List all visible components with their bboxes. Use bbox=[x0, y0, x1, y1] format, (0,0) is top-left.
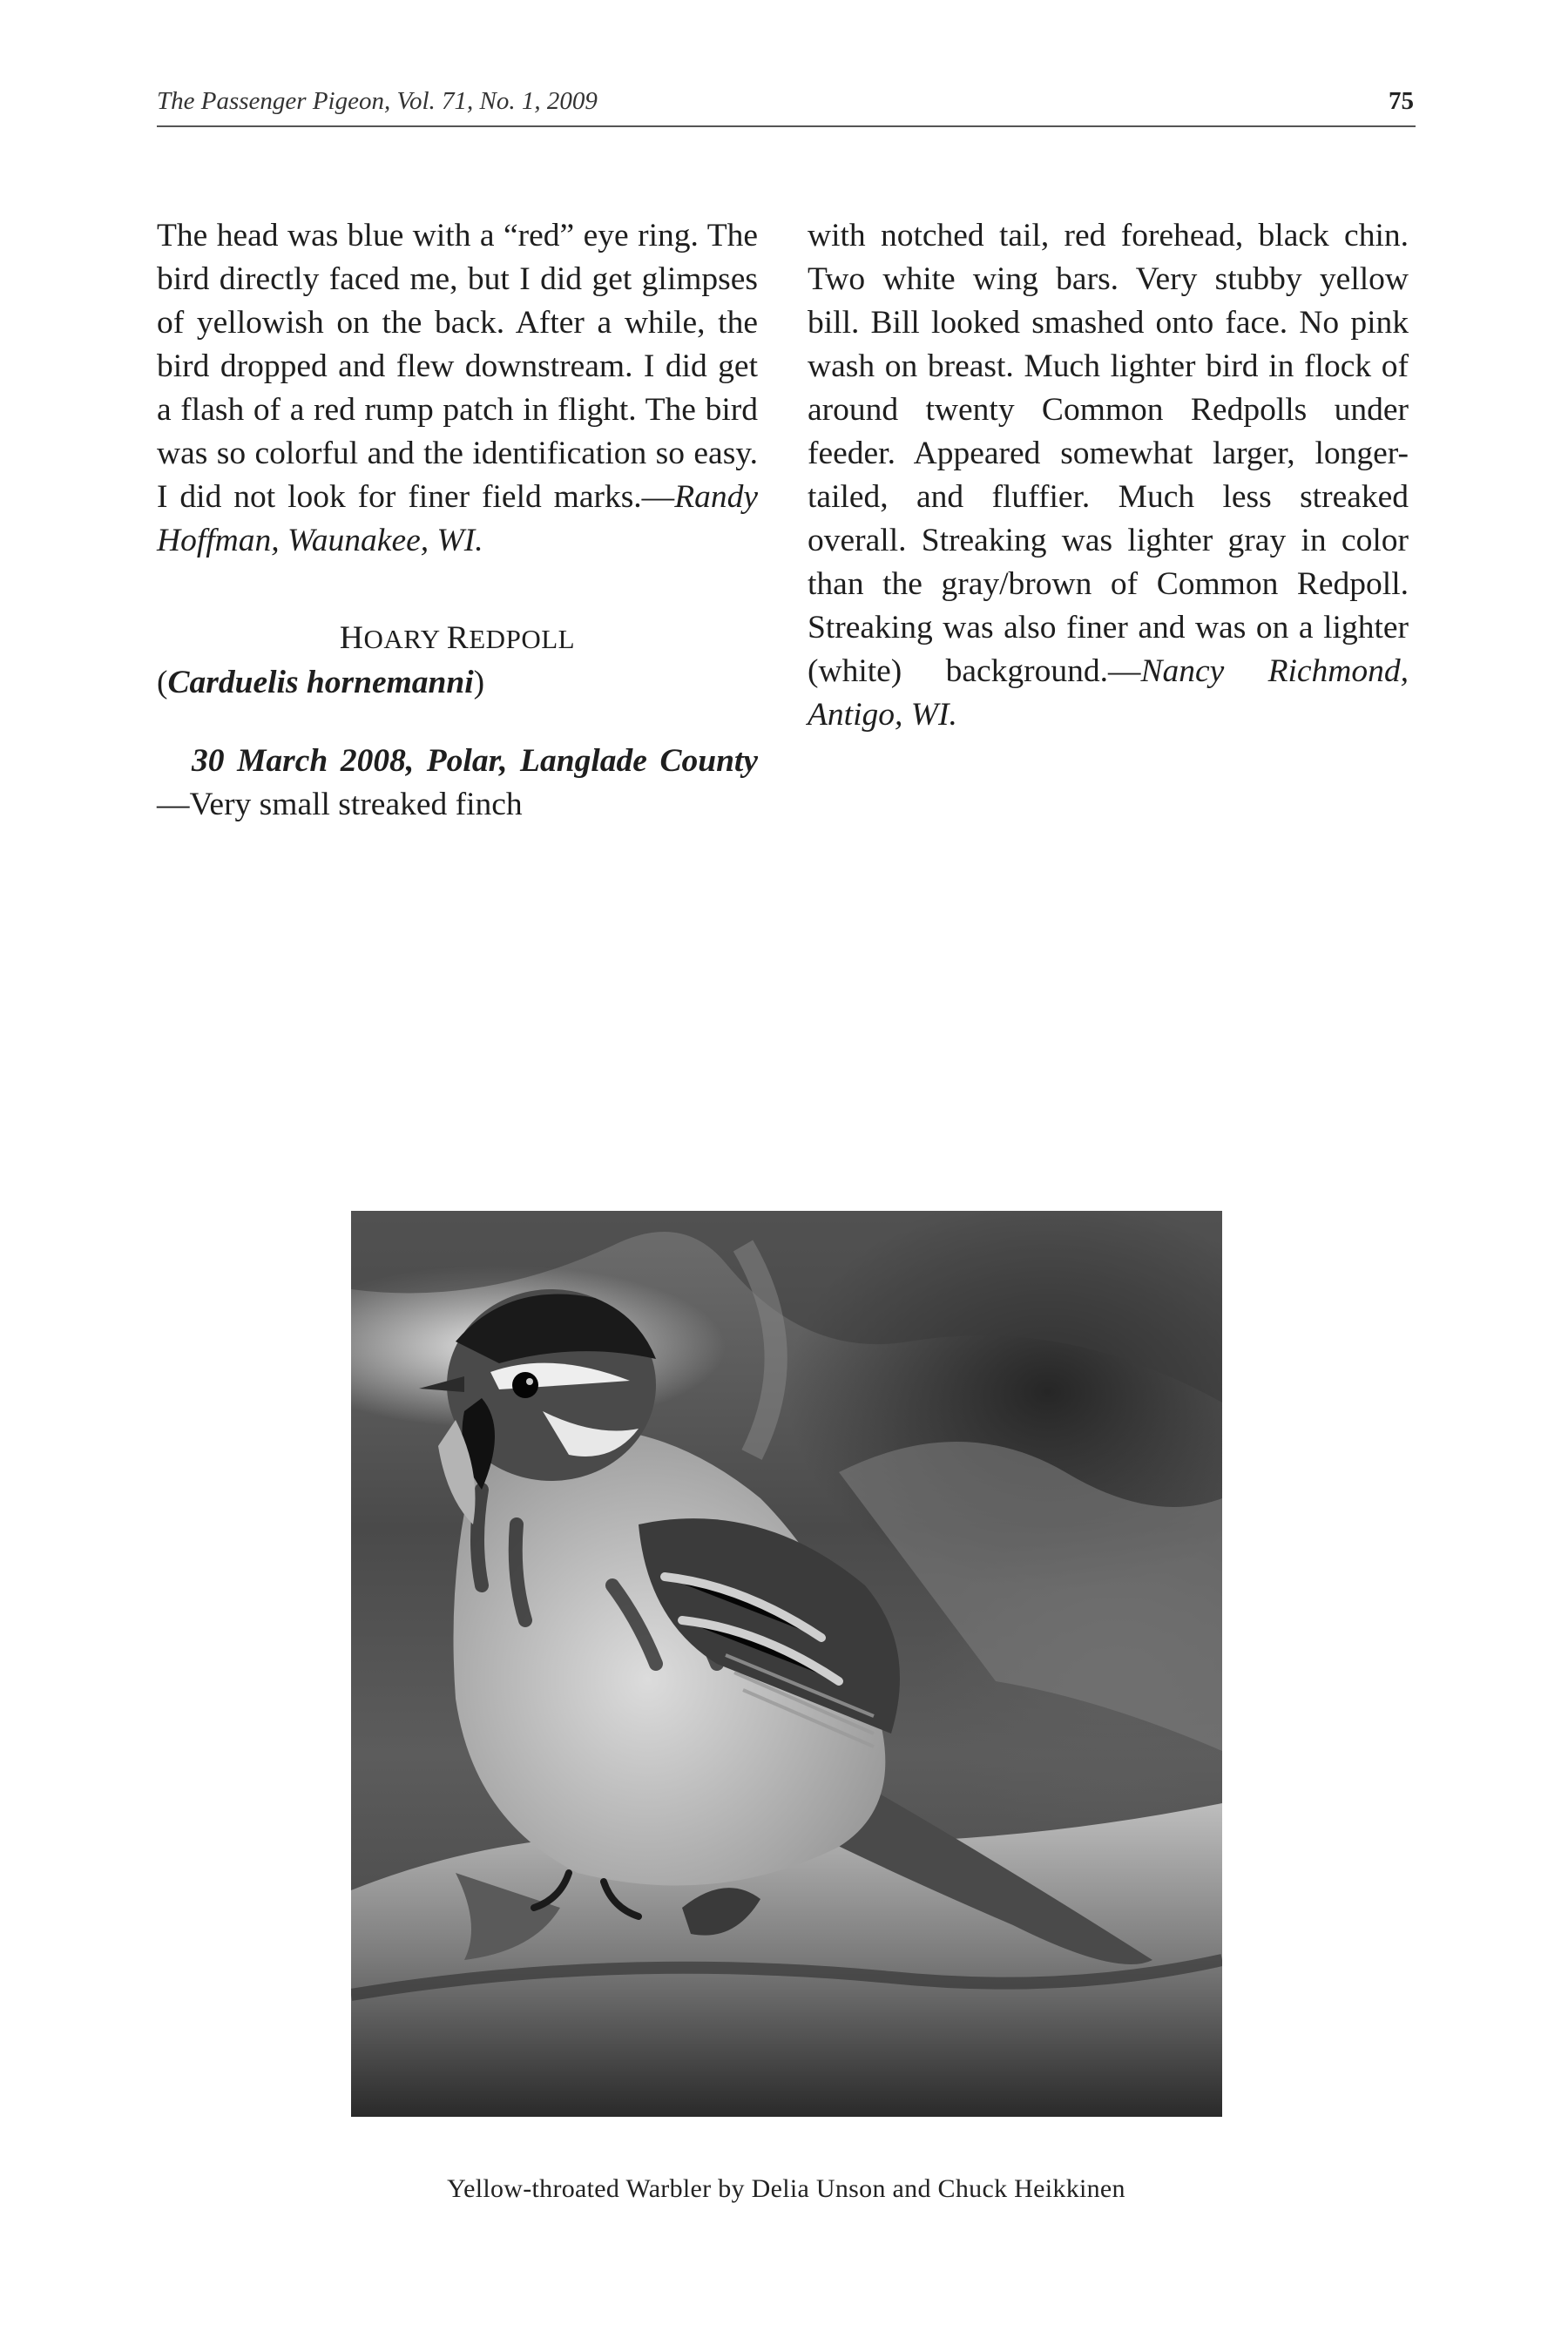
scientific-name: Carduelis hornemanni bbox=[167, 665, 474, 700]
species-heading-initial-2: R bbox=[446, 620, 470, 656]
sighting-signature: Nancy Richmond, Antigo, WI. bbox=[808, 653, 1409, 733]
continued-report bbox=[157, 214, 758, 563]
page-number: 75 bbox=[1389, 87, 1414, 115]
warbler-photo bbox=[351, 1211, 1222, 2117]
figure-caption: Yellow-throated Warbler by Delia Unson and Chuck Heikkinen bbox=[447, 2174, 1125, 2203]
sighting-text-continued: with notched tail, red forehead, black chin. Two white wing bars. Very stubby yellow bill. Bill looked smashed onto face. No pink wash on breast. Much lighter bird in flock of around twenty Common Redpolls under feeder. Appeared somewhat larger, longer-tailed, and fluffier. Much less streaked overall. Streaking was lighter gray in color than the gray/brown of Common Redpoll. Streaking was also finer and was on a lighter (white) background.— bbox=[808, 218, 1409, 689]
species-heading-rest-2: EDPOLL bbox=[469, 624, 576, 654]
sighting-date-place: 30 March 2008, Polar, Langlade County bbox=[192, 743, 758, 779]
warbler-illustration bbox=[351, 1211, 1222, 2117]
sighting-continued bbox=[808, 214, 1409, 737]
running-header bbox=[157, 85, 1416, 127]
species-heading bbox=[157, 617, 758, 661]
sighting-text-start: —Very small streaked finch bbox=[157, 787, 523, 822]
continued-report-signature: Randy Hoffman, Waunakee, WI. bbox=[157, 479, 758, 558]
continued-report-text: The head was blue with a “red” eye ring. The bird directly faced me, but I did get glimpses of yellowish on the back. After a while, the bird dropped and flew downstream. I did get a flash of a red rump patch in flight. The bird was so colorful and the identification so easy. I did not look for finer field marks.— bbox=[157, 218, 758, 515]
right-column bbox=[808, 214, 1409, 737]
scientific-name-line: (Carduelis hornemanni) bbox=[157, 665, 485, 700]
sighting-entry bbox=[157, 740, 758, 827]
species-heading-rest-1: OARY bbox=[363, 624, 447, 654]
journal-citation: The Passenger Pigeon, Vol. 71, No. 1, 2009 bbox=[157, 87, 598, 115]
left-column bbox=[157, 214, 758, 827]
species-heading-initial-1: H bbox=[339, 620, 364, 656]
